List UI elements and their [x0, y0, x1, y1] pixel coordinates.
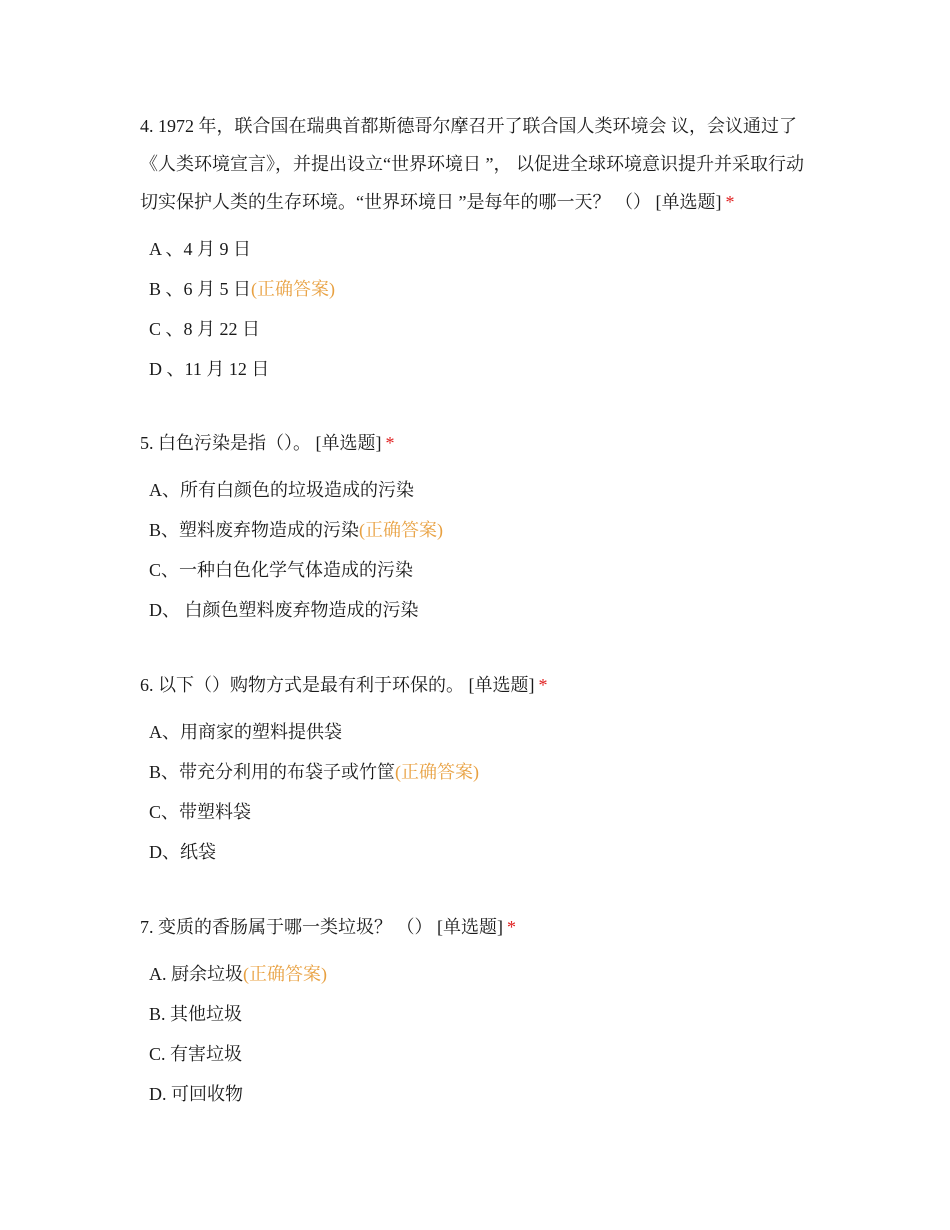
option-c[interactable]	[149, 550, 810, 590]
question-5-text: 5. 白色污染是指（）。 [单选题]	[140, 433, 382, 453]
option-a[interactable]	[149, 954, 810, 994]
option-c[interactable]	[149, 309, 810, 349]
question-4	[140, 107, 810, 389]
required-mark: *	[725, 192, 735, 212]
option-label: A 、4 月 9 日	[149, 239, 252, 259]
option-a[interactable]	[149, 712, 810, 752]
correct-answer-note: (正确答案)	[395, 762, 480, 782]
option-label: B、带充分利用的布袋子或竹筐	[149, 762, 396, 782]
question-7	[140, 908, 810, 1114]
option-list	[140, 954, 810, 1114]
option-b[interactable]	[149, 269, 810, 309]
option-b[interactable]	[149, 752, 810, 792]
option-label: C、一种白色化学气体造成的污染	[149, 560, 414, 580]
option-list	[140, 712, 810, 872]
correct-answer-note: (正确答案)	[243, 964, 327, 984]
option-label: A. 厨余垃圾	[149, 964, 243, 984]
option-d[interactable]	[149, 590, 810, 630]
question-7-text: 7. 变质的香肠属于哪一类垃圾？ （） [单选题]	[140, 917, 503, 937]
option-label: C. 有害垃圾	[149, 1044, 243, 1064]
option-list	[140, 470, 810, 630]
correct-answer-note: (正确答案)	[251, 279, 336, 299]
option-label: A、用商家的塑料提供袋	[149, 722, 342, 742]
question-text	[140, 107, 810, 221]
question-6-text: 6. 以下（）购物方式是最有利于环保的。 [单选题]	[140, 675, 535, 695]
question-text	[140, 908, 810, 946]
option-a[interactable]	[149, 470, 810, 510]
option-label: D 、11 月 12 日	[149, 359, 270, 379]
option-label: C 、8 月 22 日	[149, 319, 261, 339]
option-list	[140, 229, 810, 389]
option-c[interactable]	[149, 792, 810, 832]
option-label: D. 可回收物	[149, 1084, 243, 1104]
option-label: B 、6 月 5 日	[149, 279, 252, 299]
option-d[interactable]	[149, 349, 810, 389]
question-5	[140, 424, 810, 630]
option-label: D、纸袋	[149, 842, 216, 862]
required-mark: *	[385, 433, 395, 453]
option-b[interactable]	[149, 994, 810, 1034]
option-label: B. 其他垃圾	[149, 1004, 243, 1024]
option-d[interactable]	[149, 832, 810, 872]
option-label: B、塑料废弃物造成的污染	[149, 520, 360, 540]
option-b[interactable]	[149, 510, 810, 550]
option-label: D、 白颜色塑料废弃物造成的污染	[149, 600, 419, 620]
question-text	[140, 666, 810, 704]
correct-answer-note: (正确答案)	[359, 520, 444, 540]
option-label: A、所有白颜色的垃圾造成的污染	[149, 480, 414, 500]
question-4-text: 4. 1972 年，联合国在瑞典首都斯德哥尔摩召开了联合国人类环境会 议，会议通过了《人类环境宣言》，并提出设立“世界环境日 ”， 以促进全球环境意识提升并采取行动切实保护人类的生存环境。“世界环境日 ”是每年的哪一天？ （） [单选题]	[140, 116, 804, 212]
required-mark: *	[538, 675, 548, 695]
option-d[interactable]	[149, 1074, 810, 1114]
option-label: C、带塑料袋	[149, 802, 252, 822]
question-text	[140, 424, 810, 462]
required-mark: *	[507, 917, 516, 937]
option-c[interactable]	[149, 1034, 810, 1074]
question-6	[140, 666, 810, 872]
option-a[interactable]	[149, 229, 810, 269]
